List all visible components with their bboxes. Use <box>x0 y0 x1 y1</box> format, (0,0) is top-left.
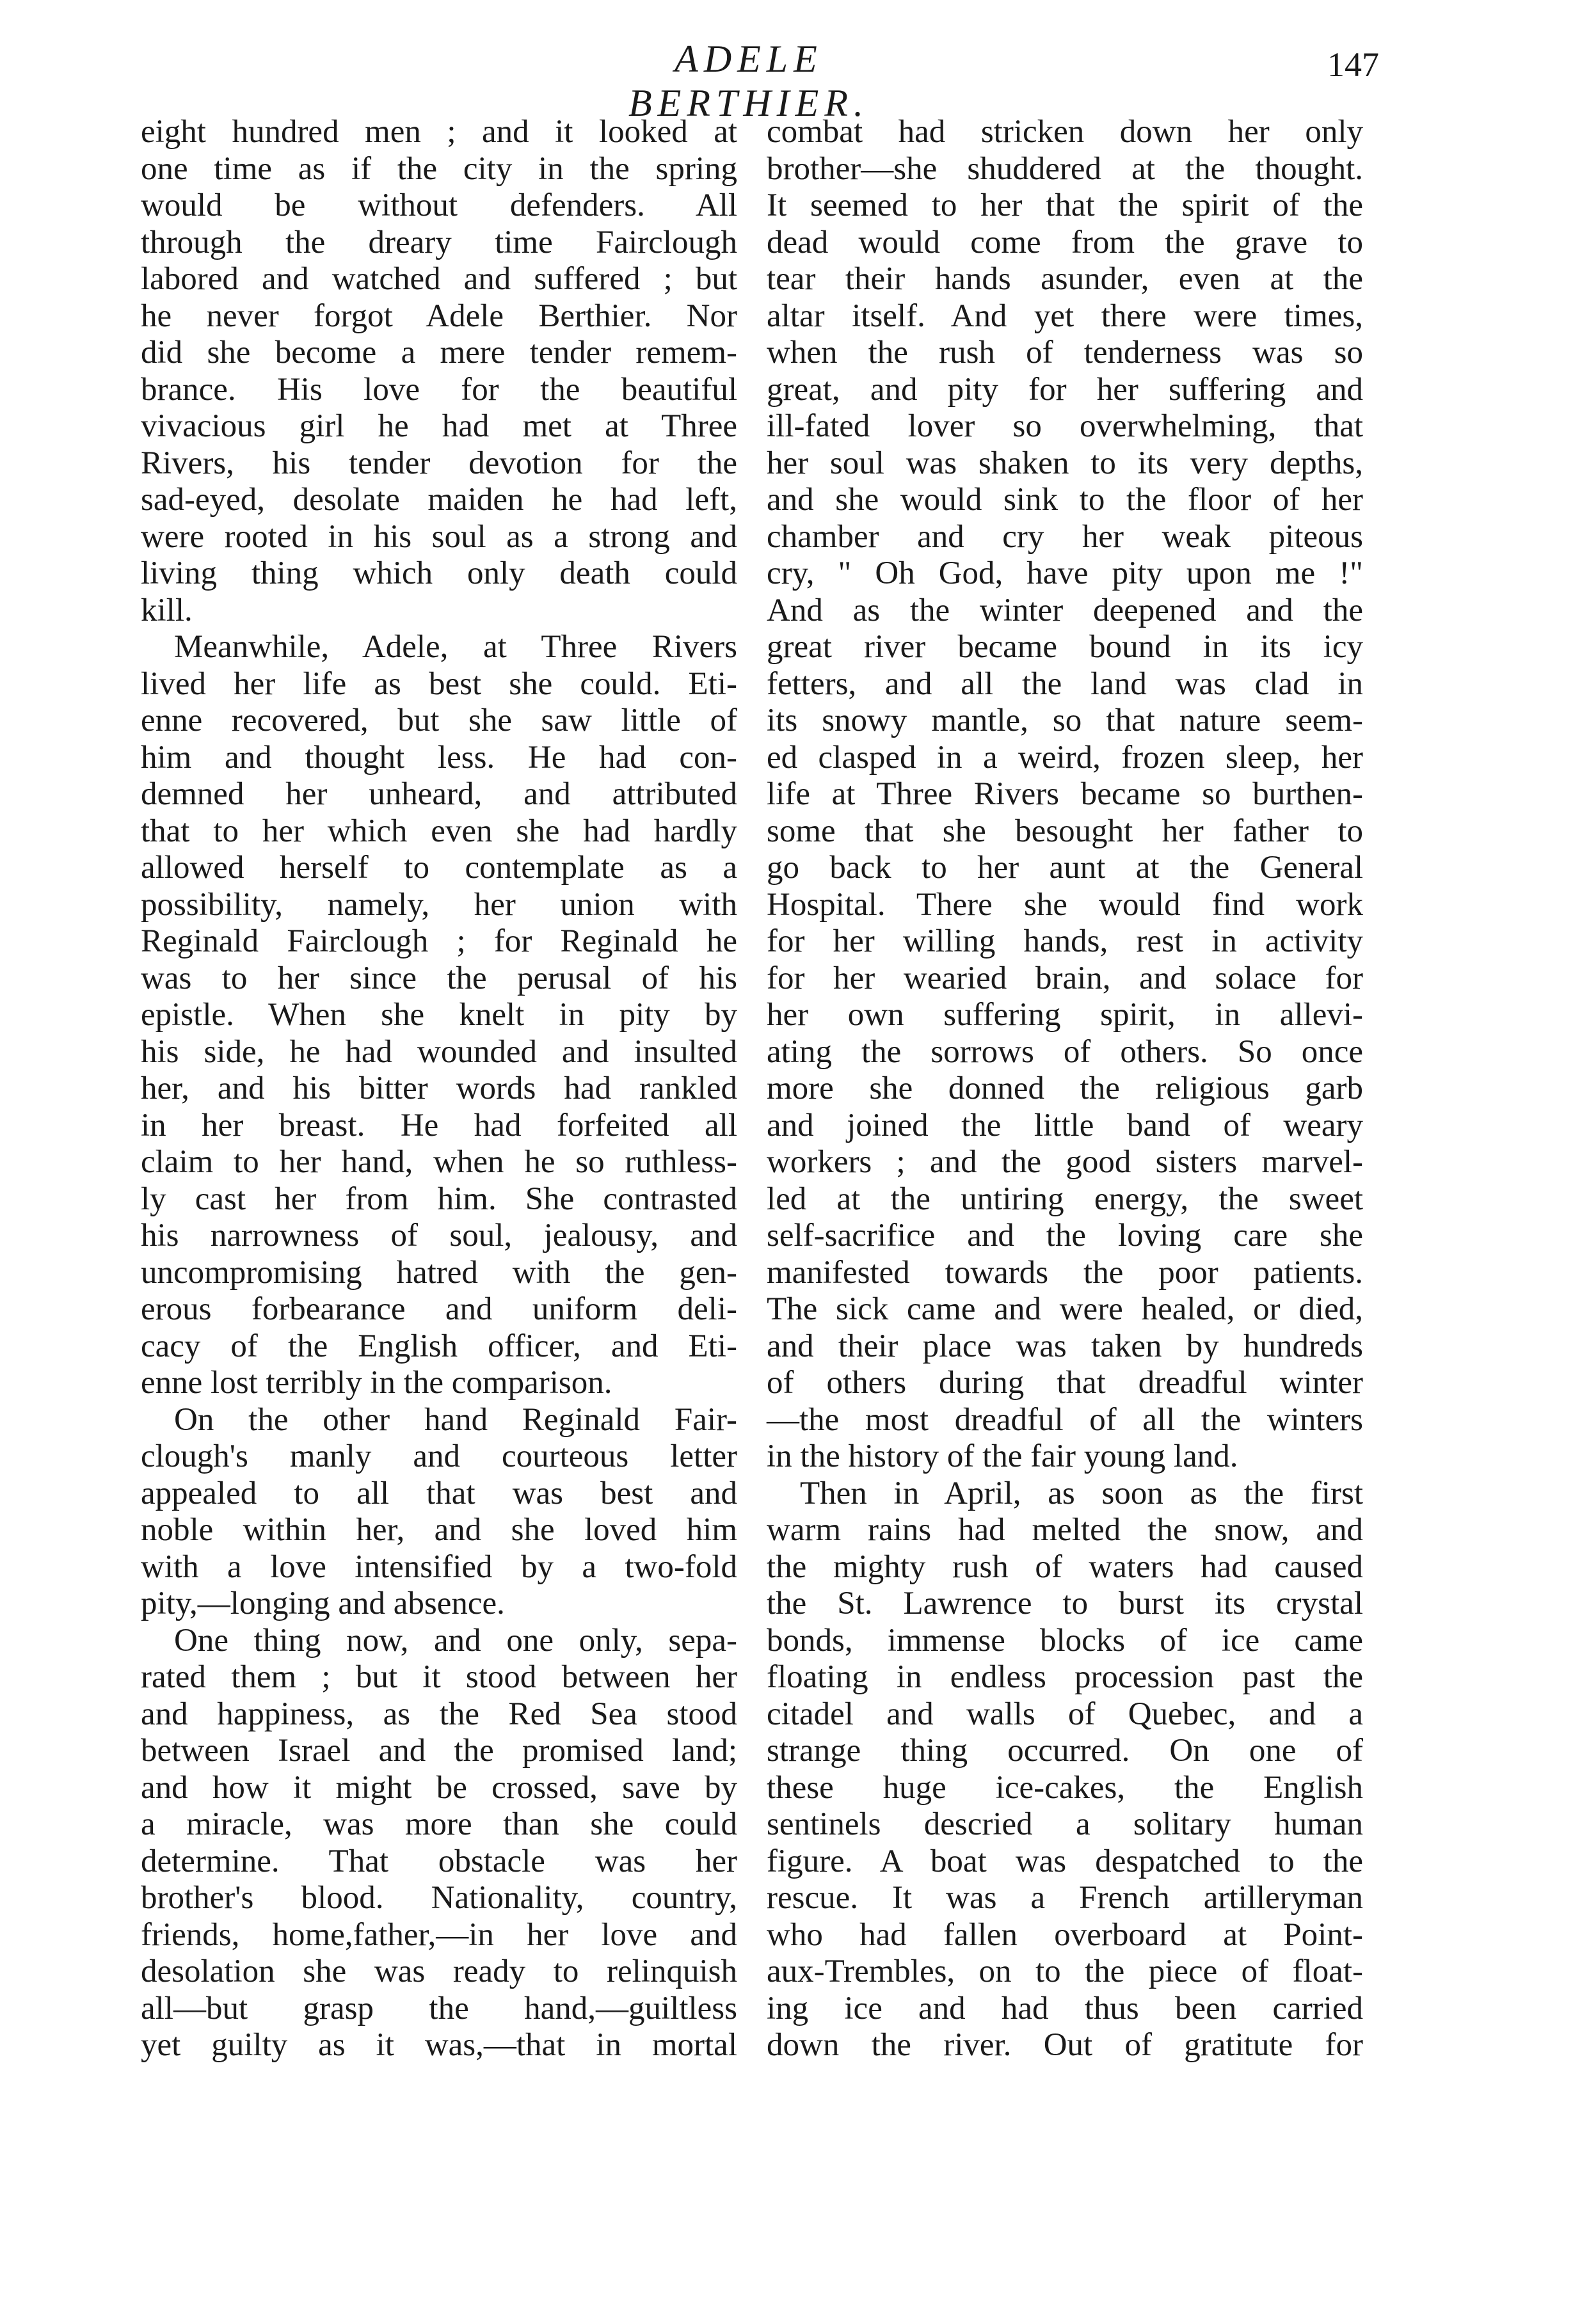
text-line: and she would sink to the floor of her <box>767 482 1363 518</box>
text-line: manifested towards the poor patients. <box>767 1254 1363 1291</box>
text-line: in the history of the fair young land. <box>767 1438 1238 1474</box>
text-line: in her breast. He had forfeited all <box>141 1107 737 1143</box>
text-line: bonds, immense blocks of ice came <box>767 1622 1363 1659</box>
text-line: pity,—longing and absence. <box>141 1586 505 1621</box>
text-line: lived her life as best she could. Eti- <box>141 665 737 702</box>
text-line: labored and watched and suffered ; but <box>141 261 737 297</box>
text-line: friends, home,father,—in her love and <box>141 1916 737 1953</box>
text-line: between Israel and the promised land; <box>141 1733 737 1769</box>
text-line: uncompromising hatred with the gen- <box>141 1254 737 1291</box>
text-line: tear their hands asunder, even at the <box>767 261 1363 297</box>
text-line: and their place was taken by hundreds <box>767 1328 1363 1364</box>
text-line: noble within her, and she loved him <box>141 1512 737 1548</box>
text-line: clough's manly and courteous letter <box>141 1438 737 1474</box>
text-line: —the most dreadful of all the winters <box>767 1401 1363 1438</box>
text-line: ating the sorrows of others. So once <box>767 1033 1363 1070</box>
page-number: 147 <box>1327 45 1379 84</box>
text-line: rated them ; but it stood between her <box>141 1659 737 1695</box>
text-line: his narrowness of soul, jealousy, and <box>141 1218 737 1254</box>
text-line: all—but grasp the hand,—guiltless <box>141 1990 737 2026</box>
text-line: her soul was shaken to its very depths, <box>767 445 1363 481</box>
text-line: sad-eyed, desolate maiden he had left, <box>141 482 737 518</box>
text-line: It seemed to her that the spirit of the <box>767 187 1363 223</box>
text-line: ing ice and had thus been carried <box>767 1990 1363 2026</box>
text-line: of others during that dreadful winter <box>767 1365 1363 1401</box>
text-line: and joined the little band of weary <box>767 1107 1363 1143</box>
text-line: that to her which even she had hardly <box>141 813 737 849</box>
text-line: ly cast her from him. She contrasted <box>141 1181 737 1217</box>
text-line: kill. <box>141 592 193 628</box>
text-line: great, and pity for her suffering and <box>767 371 1363 408</box>
text-line: Then in April, as soon as the first <box>800 1475 1363 1511</box>
right-column <box>767 114 1363 2064</box>
text-line: for her willing hands, rest in activity <box>767 923 1363 959</box>
text-line: were rooted in his soul as a strong and <box>141 518 737 555</box>
text-line: erous forbearance and uniform deli- <box>141 1291 737 1327</box>
text-line: brance. His love for the beautiful <box>141 371 737 408</box>
text-line: chamber and cry her weak piteous <box>767 518 1363 555</box>
text-line: cry, " Oh God, have pity upon me !" <box>767 555 1363 591</box>
text-line: allowed herself to contemplate as a <box>141 850 737 886</box>
text-line: desolation she was ready to relinquish <box>141 1954 737 1989</box>
text-line: Rivers, his tender devotion for the <box>141 445 737 481</box>
text-line: would be without defenders. All <box>141 187 737 223</box>
text-line: its snowy mantle, so that nature seem- <box>767 703 1363 738</box>
text-line: vivacious girl he had met at Three <box>141 408 737 444</box>
text-line: And as the winter deepened and the <box>767 592 1363 628</box>
text-line: who had fallen overboard at Point- <box>767 1916 1363 1953</box>
text-line: her own suffering spirit, in allevi- <box>767 997 1363 1033</box>
text-line: floating in endless procession past the <box>767 1659 1363 1695</box>
text-line: aux-Trembles, on to the piece of float- <box>767 1954 1363 1989</box>
text-line: great river became bound in its icy <box>767 629 1363 665</box>
left-column <box>141 114 737 2064</box>
text-line: enne recovered, but she saw little of <box>141 703 737 738</box>
text-line: and happiness, as the Red Sea stood <box>141 1696 737 1732</box>
text-line: ed clasped in a weird, frozen sleep, her <box>767 739 1363 776</box>
text-line: cacy of the English officer, and Eti- <box>141 1328 737 1364</box>
text-line: demned her unheard, and attributed <box>141 776 737 812</box>
text-line: a miracle, was more than she could <box>141 1806 737 1842</box>
text-line: Meanwhile, Adele, at Three Rivers <box>174 629 737 665</box>
text-line: fetters, and all the land was clad in <box>767 665 1363 702</box>
text-line: The sick came and were healed, or died, <box>767 1291 1363 1327</box>
text-line: the mighty rush of waters had caused <box>767 1548 1363 1585</box>
running-head <box>0 37 1589 124</box>
text-line: go back to her aunt at the General <box>767 850 1363 886</box>
text-line: strange thing occurred. On one of <box>767 1733 1363 1769</box>
text-line: her, and his bitter words had rankled <box>141 1070 737 1106</box>
text-line: one time as if the city in the spring <box>141 150 737 187</box>
text-line: figure. A boat was despatched to the <box>767 1843 1363 1879</box>
text-line: combat had stricken down her only <box>767 114 1363 150</box>
text-line: dead would come from the grave to <box>767 224 1363 260</box>
text-line: enne lost terribly in the comparison. <box>141 1365 612 1401</box>
text-line: yet guilty as it was,—that in mortal <box>141 2027 737 2063</box>
text-line: brother's blood. Nationality, country, <box>141 1880 737 1916</box>
text-line: did she become a mere tender remem- <box>141 335 737 370</box>
text-line: brother—she shuddered at the thought. <box>767 150 1363 187</box>
running-title: ADELE BERTHIER. <box>628 38 869 124</box>
text-line: living thing which only death could <box>141 555 737 591</box>
text-line: the St. Lawrence to burst its crystal <box>767 1586 1363 1621</box>
text-line: warm rains had melted the snow, and <box>767 1512 1363 1548</box>
text-line: led at the untiring energy, the sweet <box>767 1181 1363 1217</box>
text-line: ill-fated lover so overwhelming, that <box>767 408 1363 444</box>
text-line: possibility, namely, her union with <box>141 886 737 923</box>
text-line: altar itself. And yet there were times, <box>767 298 1363 334</box>
text-line: One thing now, and one only, sepa- <box>174 1622 737 1659</box>
text-line: his side, he had wounded and insulted <box>141 1033 737 1070</box>
text-line: was to her since the perusal of his <box>141 960 737 996</box>
text-line: citadel and walls of Quebec, and a <box>767 1696 1363 1732</box>
text-line: determine. That obstacle was her <box>141 1843 737 1879</box>
text-line: sentinels descried a solitary human <box>767 1806 1363 1842</box>
text-line: more she donned the religious garb <box>767 1070 1363 1106</box>
text-line: some that she besought her father to <box>767 813 1363 849</box>
text-line: self-sacrifice and the loving care she <box>767 1218 1363 1254</box>
text-line: for her wearied brain, and solace for <box>767 960 1363 996</box>
text-line: he never forgot Adele Berthier. Nor <box>141 298 737 334</box>
text-line: when the rush of tenderness was so <box>767 335 1363 370</box>
text-line: appealed to all that was best and <box>141 1475 737 1511</box>
text-line: through the dreary time Fairclough <box>141 224 737 260</box>
text-line: workers ; and the good sisters marvel- <box>767 1144 1363 1180</box>
text-line: Hospital. There she would find work <box>767 886 1363 923</box>
text-line: life at Three Rivers became so burthen- <box>767 776 1363 812</box>
text-line: epistle. When she knelt in pity by <box>141 997 737 1033</box>
text-line: with a love intensified by a two-fold <box>141 1548 737 1585</box>
text-line: these huge ice-cakes, the English <box>767 1769 1363 1806</box>
text-line: On the other hand Reginald Fair- <box>174 1401 737 1438</box>
text-line: claim to her hand, when he so ruthless- <box>141 1144 737 1180</box>
text-line: him and thought less. He had con- <box>141 739 737 776</box>
text-line: rescue. It was a French artilleryman <box>767 1880 1363 1916</box>
text-line: down the river. Out of gratitute for <box>767 2027 1363 2063</box>
text-line: Reginald Fairclough ; for Reginald he <box>141 923 737 959</box>
text-line: eight hundred men ; and it looked at <box>141 114 737 150</box>
text-line: and how it might be crossed, save by <box>141 1769 737 1806</box>
